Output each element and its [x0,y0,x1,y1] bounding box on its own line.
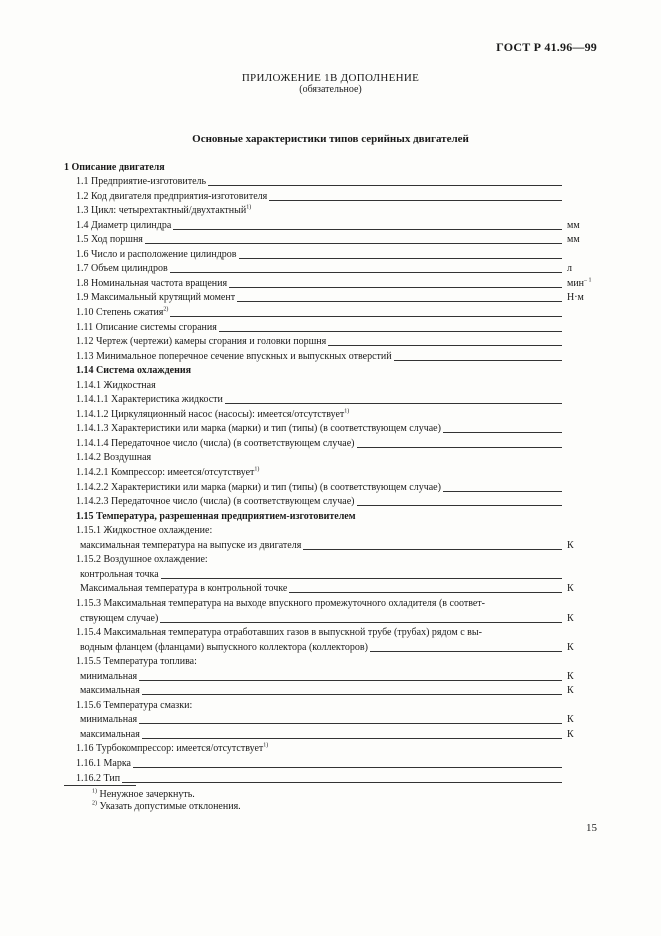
form-row [0,320,661,335]
form-row [0,640,661,655]
page-number: 15 [586,822,597,834]
field-label: 1.6 Число и расположение цилиндров [76,248,237,260]
footnote-ref: 1) [344,408,350,415]
blank-fill-line[interactable] [208,185,562,186]
field-label: 1.3 Цикл: четырехтактный/двухтактный$^{1)}$ [76,204,252,217]
form-row [0,582,661,597]
field-label: 1.15.4 Максимальная температура отработавших газов в выпускной трубе (трубах) рядом с вы- [76,627,482,639]
form-row [0,509,661,524]
blank-fill-line[interactable] [229,287,562,288]
field-label: 1.12 Чертеж (чертежи) камеры сгорания и головки поршня [76,336,327,348]
form-row [0,713,661,728]
form-row [0,364,661,379]
annex-subtitle: (обязательное) [299,84,362,95]
field-label: 1.14.1.1 Характеристика жидкости [76,394,223,406]
form-row [0,349,661,364]
form-row [0,684,661,699]
form-row [0,727,661,742]
form-row [0,669,661,684]
form-row [0,233,661,248]
unit-label: К [567,583,574,595]
blank-fill-line[interactable] [142,694,562,695]
field-label: 1.14.2.1 Компрессор: имеется/отсутствует$^{1)}$ [76,466,260,479]
form-row [0,335,661,350]
field-label: 1.9 Максимальный крутящий момент [76,292,236,304]
blank-fill-line[interactable] [237,301,562,302]
blank-fill-line[interactable] [303,549,562,550]
form-row [0,495,661,510]
blank-fill-line[interactable] [145,243,562,244]
blank-fill-line[interactable] [269,200,562,201]
annex-title: ПРИЛОЖЕНИЕ 1В ДОПОЛНЕНИЕ [241,72,420,84]
field-label: 1 Описание двигателя [64,161,165,173]
form-row [0,407,661,422]
blank-fill-line[interactable] [357,505,562,506]
field-label: 1.15 Температура, разрешенная предприятием-изготовителем [76,510,356,522]
field-label: 1.14.2 Воздушная [76,452,152,464]
form-row [0,160,661,175]
blank-fill-line[interactable] [225,403,562,404]
blank-fill-line[interactable] [328,345,562,346]
form-row [0,626,661,641]
field-label: Максимальная температура в контрольной точке [80,583,288,595]
footnote-divider [64,785,136,786]
field-label: 1.14.1.2 Циркуляционный насос (насосы): имеется/отсутствует$^{1)}$ [76,408,350,420]
field-label: контрольная точка [80,568,159,580]
form-row [0,218,661,233]
blank-fill-line[interactable] [160,622,562,623]
blank-fill-line[interactable] [443,491,562,492]
form-row [0,756,661,771]
form-row [0,524,661,539]
blank-fill-line[interactable] [142,738,562,739]
field-label: 1.16.1 Марка [76,757,131,769]
form-row [0,204,661,219]
footnote-ref: 1) [254,466,260,473]
unit-label: К [567,728,574,740]
field-label: водным фланцем (фланцами) выпускного коллектора (коллекторов) [80,641,368,653]
blank-fill-line[interactable] [443,432,562,433]
field-label: 1.15.2 Воздушное охлаждение: [76,554,208,566]
field-label: максимальная [80,685,140,697]
blank-fill-line[interactable] [173,229,562,230]
field-label: 1.16 Турбокомпрессор: имеется/отсутствует$^{1)}$ [76,743,269,755]
form-row [0,436,661,451]
field-label: 1.14.2.2 Характеристики или марка (марки) и тип (типы) (в соответствующем случае) [76,481,441,493]
blank-fill-line[interactable] [133,767,562,768]
field-label: 1.15.1 Жидкостное охлаждение: [76,525,213,537]
form-row [0,611,661,626]
field-label: 1.13 Минимальное поперечное сечение впускных и выпускных отверстий [76,350,392,362]
form-row [0,567,661,582]
field-label: ствующем случае) [80,612,159,624]
form-row [0,291,661,306]
blank-fill-line[interactable] [239,258,562,259]
field-label: 1.10 Степень сжатия$^{2)}$ [76,306,169,319]
blank-fill-line[interactable] [139,680,562,681]
field-label: 1.14 Система охлаждения [76,365,192,377]
form-row [0,742,661,757]
form-row [0,305,661,320]
form-row [0,175,661,190]
form-row [0,451,661,466]
form-row [0,698,661,713]
footnote-ref: 2) [163,306,169,313]
unit-label: Н·м [567,292,584,304]
field-label: 1.11 Описание системы сгорания [76,321,217,333]
unit-label: К [567,612,574,624]
form-row [0,189,661,204]
field-label: минимальная [80,670,138,682]
form-row [0,262,661,277]
field-label: 1.14.1.4 Передаточное число (числа) (в соответствующем случае) [76,437,355,449]
field-label: 1.15.6 Температура смазки: [76,699,193,711]
form-row [0,538,661,553]
footnote-ref: 1) [263,743,269,750]
blank-fill-line[interactable] [357,447,562,448]
form-fields [0,160,661,786]
footnote-ref: 1) [246,204,252,211]
form-row [0,655,661,670]
field-label: 1.14.1 Жидкостная [76,379,156,391]
form-row [0,378,661,393]
blank-fill-line[interactable] [139,723,562,724]
unit-label: мм [567,234,580,246]
form-row [0,465,661,480]
document-title: Основные характеристики типов серийных двигателей [192,133,469,145]
field-label: 1.14.2.3 Передаточное число (числа) (в соответствующем случае) [76,496,355,508]
blank-fill-line[interactable] [289,592,562,593]
field-label: максимальная [80,728,140,740]
form-row [0,422,661,437]
unit-label: мин$^{- 1}$ [567,277,592,289]
field-label: 1.1 Предприятие-изготовитель [76,176,207,188]
field-label: 1.2 Код двигателя предприятия-изготовителя [76,190,268,202]
form-row [0,596,661,611]
form-row [0,553,661,568]
field-label: 1.8 Номинальная частота вращения [76,277,228,289]
blank-fill-line[interactable] [370,651,562,652]
blank-fill-line[interactable] [122,782,562,783]
blank-fill-line[interactable] [161,578,562,579]
blank-fill-line[interactable] [170,316,562,317]
field-label: 1.4 Диаметр цилиндра [76,219,172,231]
unit-label: К [567,714,574,726]
field-label: максимальная температура на выпуске из двигателя [80,539,302,551]
unit-label: л [567,263,572,275]
field-label: 1.16.2 Тип [76,772,121,784]
field-label: 1.15.5 Температура топлива: [76,656,197,668]
footnote-1: $^{1)}$ Ненужное зачеркнуть. [92,788,195,800]
form-row [0,480,661,495]
form-row [0,247,661,262]
field-label: минимальная [80,714,138,726]
form-row [0,276,661,291]
field-label: 1.7 Объем цилиндров [76,263,168,275]
blank-fill-line[interactable] [170,272,562,273]
form-row [0,771,661,786]
unit-label: К [567,670,574,682]
field-label: 1.5 Ход поршня [76,234,143,246]
standard-code: ГОСТ Р 41.96—99 [496,40,597,54]
field-label: 1.14.1.3 Характеристики или марка (марки) и тип (типы) (в соответствующем случае) [76,423,441,435]
unit-label: К [567,685,574,697]
form-row [0,393,661,408]
blank-fill-line[interactable] [219,331,562,332]
footnote-2: $^{2)}$ Указать допустимые отклонения. [92,800,241,812]
unit-label: К [567,641,574,653]
unit-label: мм [567,219,580,231]
field-label: 1.15.3 Максимальная температура на выходе впускного промежуточного охладителя (в соответ- [76,597,485,609]
blank-fill-line[interactable] [394,360,562,361]
unit-label: К [567,539,574,551]
